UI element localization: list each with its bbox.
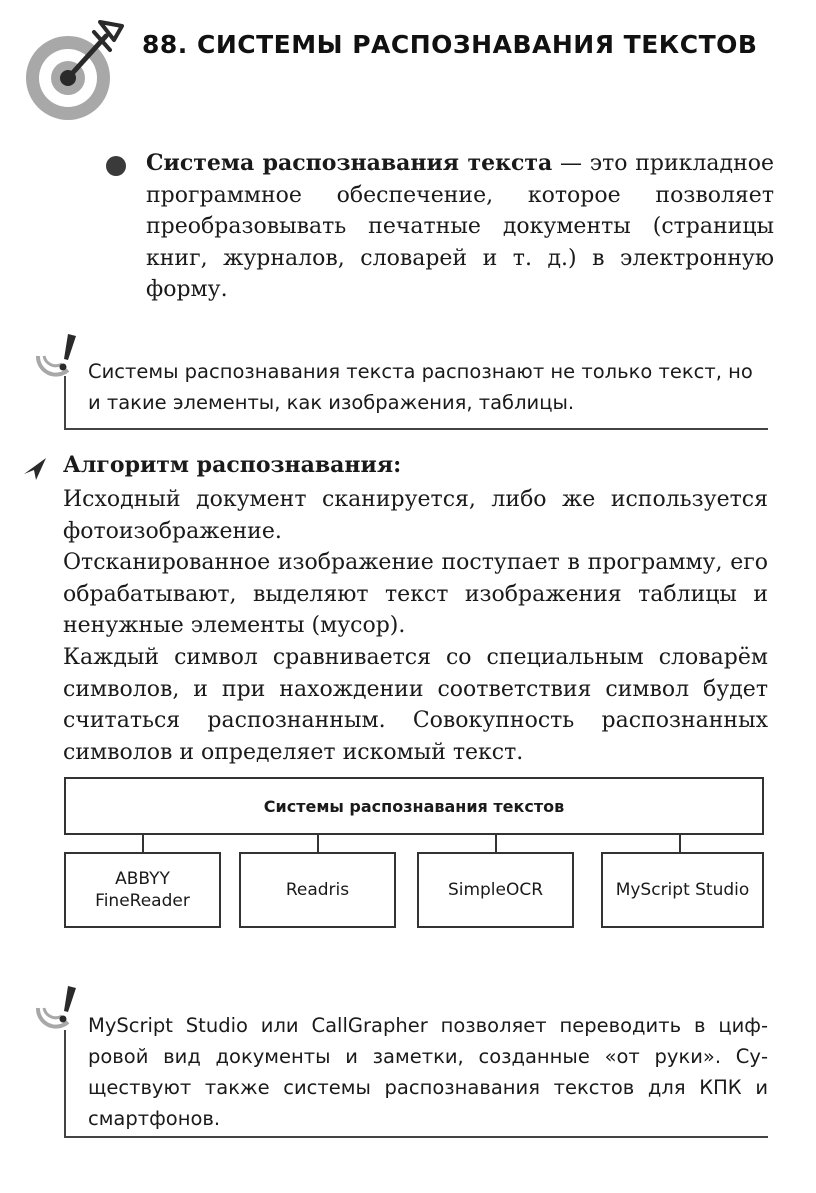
target-arrow-icon (18, 10, 128, 120)
diagram-connector (142, 835, 144, 852)
diagram-node-simpleocr: SimpleOCR (417, 852, 574, 928)
diagram-connector (317, 835, 319, 852)
diagram-node-abbyy: ABBYY FineReader (64, 852, 221, 928)
bullet-icon (106, 156, 126, 176)
diagram-node-readris: Readris (239, 852, 396, 928)
note-2-text: MyScript Studio или CallGrapher позволяет переводить в цифровой вид документы и заметки, созданные «от руки». Существуют также системы распознавания текстов для КПК и смартфонов. (88, 1014, 768, 1130)
exclamation-note-icon (32, 982, 84, 1034)
diagram-connector (679, 835, 681, 852)
definition-text: — это прикладное программное обеспечение, которое позволяет преобразовывать печатные документы (страницы книг, журналов, словарей и т. д.) в электронную форму. (146, 151, 774, 302)
algorithm-step-3: Каждый символ сравнивается со специальным словарём символов, и при нахождении соответствия символ будет считаться распознанным. Совокупность распознанных символов и определяет искомый текст. (63, 645, 768, 765)
definition-term: Система распознавания текста (146, 150, 553, 176)
definition-paragraph (146, 148, 774, 306)
diagram-connector (495, 835, 497, 852)
page-title: 88. СИСТЕМЫ РАСПОЗНАВАНИЯ ТЕКСТОВ (142, 30, 758, 59)
algorithm-title: Алгоритм распознавания: (63, 452, 402, 478)
diagram-root-node: Системы распознавания текстов (64, 777, 764, 835)
diagram-node-myscript: MyScript Studio (601, 852, 764, 928)
algorithm-step-1: Исходный документ сканируется, либо же используется фотоизображение. (63, 487, 768, 544)
algorithm-step-2: Отсканированное изображение поступает в программу, его обрабатывают, выделяют текст изображения таблицы и ненужные элементы (мусор). (63, 550, 768, 638)
exclamation-note-icon (32, 330, 84, 382)
note-1-text: Системы распознавания текста распознают не только текст, но и такие элементы, как изображения, таблицы. (88, 360, 753, 414)
arrow-icon (22, 456, 48, 482)
